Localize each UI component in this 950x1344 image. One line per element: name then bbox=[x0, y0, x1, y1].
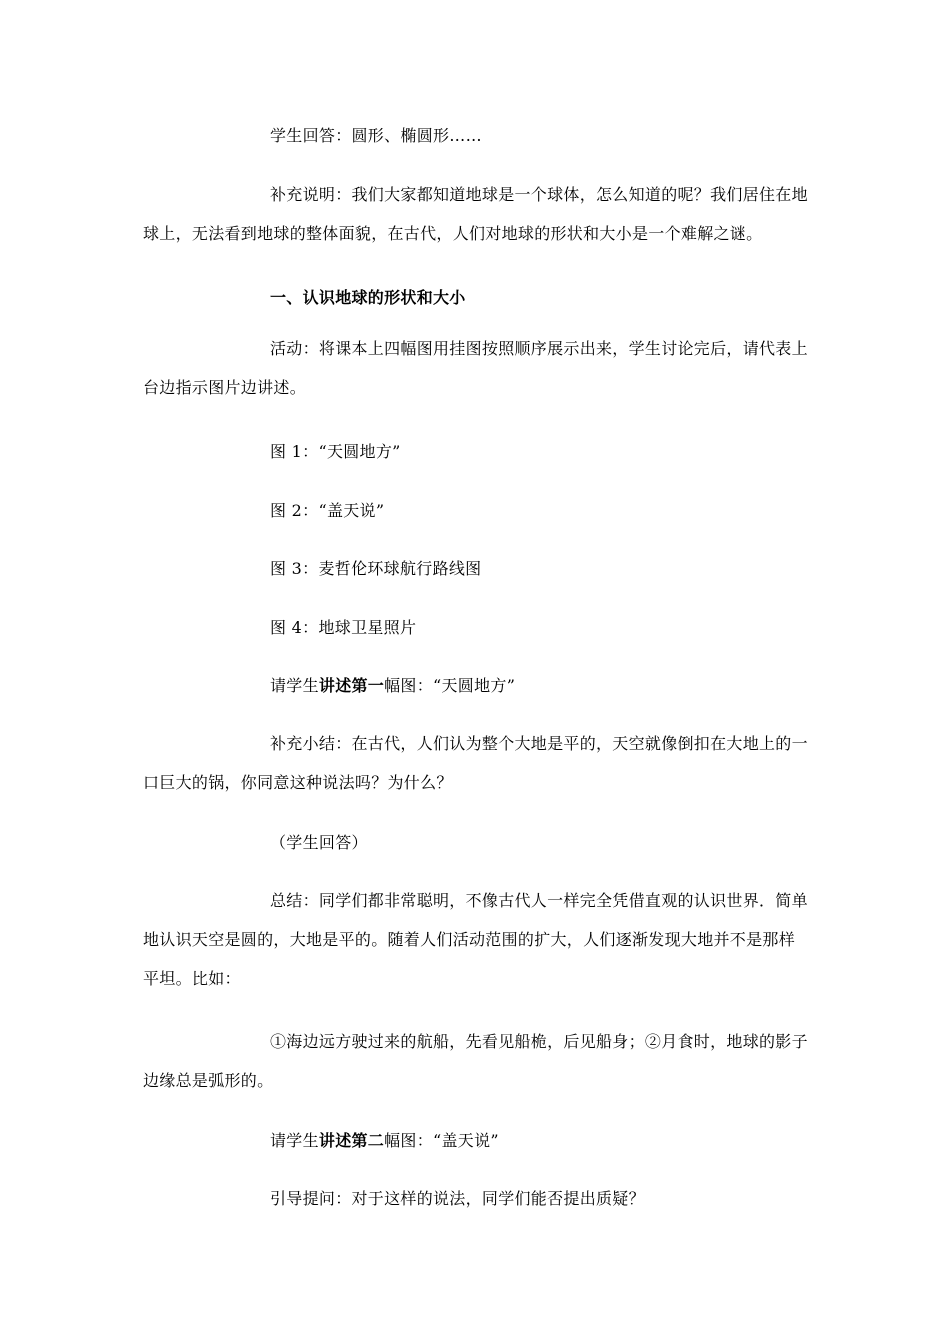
narrate-bold: 讲述第一 bbox=[318, 676, 385, 695]
figure-2-caption: 图 2：“盖天说” bbox=[270, 501, 385, 520]
examples-paragraph: ①海边远方驶过来的航船，先看见船桅，后见船身；②月食时，地球的影子边缘总是弧形的。 bbox=[143, 1032, 808, 1090]
summary-paragraph: 总结：同学们都非常聪明，不像古代人一样完全凭借直观的认识世界．简单地认识天空是圆的，大地是平的。随着人们活动范围的扩大，人们逐渐发现大地并不是那样平坦。比如： bbox=[143, 891, 808, 988]
narrate-suffix: 幅图：“天圆地方” bbox=[384, 676, 516, 695]
narrate-suffix: 幅图：“盖天说” bbox=[384, 1131, 499, 1150]
narrate-prefix: 请学生 bbox=[270, 1131, 319, 1150]
supplement-summary: 补充小结：在古代，人们认为整个大地是平的，天空就像倒扣在大地上的一口巨大的锅，你同意这种说法吗？为什么？ bbox=[143, 734, 808, 792]
student-answer-shape: 学生回答：圆形、椭圆形…… bbox=[270, 126, 482, 145]
activity-paragraph: 活动：将课本上四幅图用挂图按照顺序展示出来，学生讨论完后，请代表上台边指示图片边讲述。 bbox=[143, 339, 808, 397]
section-heading-earth-shape: 一、认识地球的形状和大小 bbox=[270, 288, 466, 307]
narrate-prefix: 请学生 bbox=[270, 676, 319, 695]
narrate-bold: 讲述第二 bbox=[318, 1131, 385, 1150]
student-narrate-figure-1 bbox=[270, 676, 515, 696]
figure-3-caption: 图 3：麦哲伦环球航行路线图 bbox=[270, 559, 482, 578]
student-answer-note: （学生回答） bbox=[270, 833, 368, 852]
figure-4-caption: 图 4：地球卫星照片 bbox=[270, 618, 417, 637]
student-narrate-figure-2 bbox=[270, 1131, 499, 1151]
figure-1-caption: 图 1：“天圆地方” bbox=[270, 442, 401, 461]
guiding-question: 引导提问：对于这样的说法，同学们能否提出质疑？ bbox=[270, 1189, 645, 1208]
supplement-explanation: 补充说明：我们大家都知道地球是一个球体，怎么知道的呢？我们居住在地球上，无法看到地球的整体面貌，在古代，人们对地球的形状和大小是一个难解之谜。 bbox=[143, 185, 808, 243]
